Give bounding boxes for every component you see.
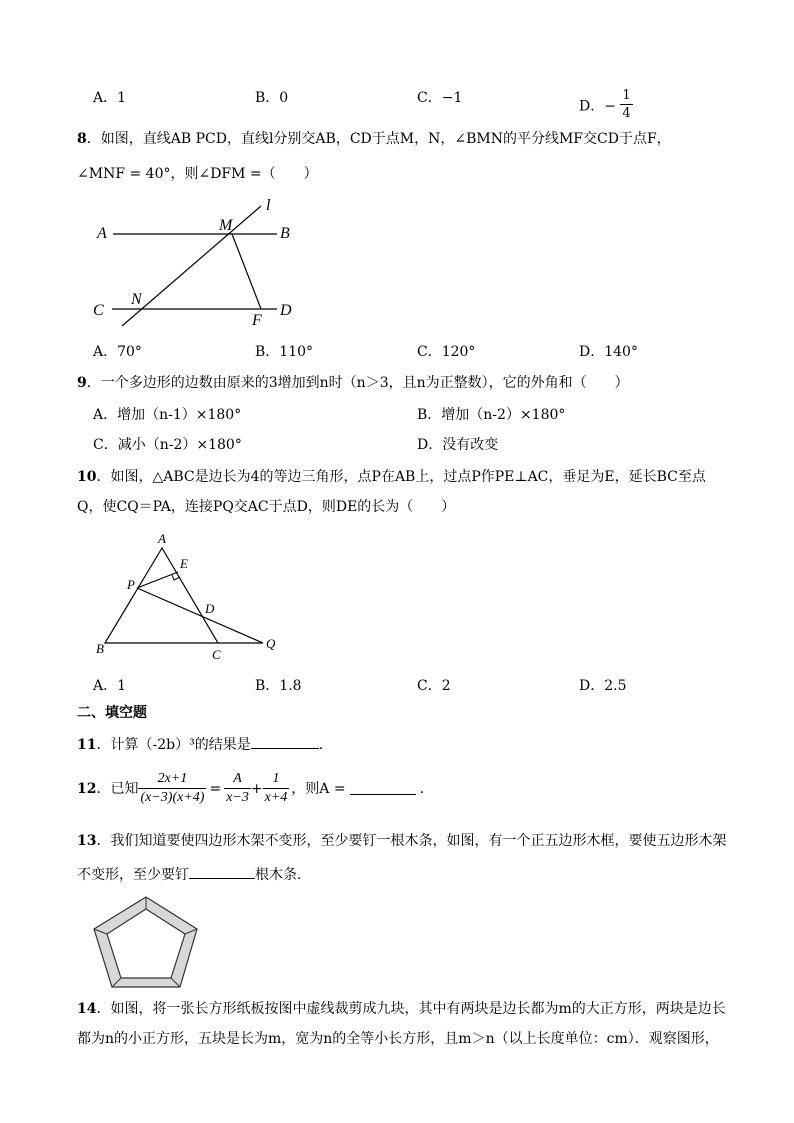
q8-option-b: B．110°: [255, 344, 314, 360]
label-a: A: [97, 225, 107, 242]
q10-option-d: D．2.5: [579, 678, 627, 694]
label-c: C: [93, 302, 104, 319]
q11-period: .: [318, 737, 324, 753]
q7-option-b: B．0: [255, 90, 289, 106]
question-number: 14: [77, 1001, 97, 1017]
q8-option-c: C．120°: [417, 344, 476, 360]
q10-stem-line2: Q，使CQ＝PA，连接PQ交AC于点D，则DE的长为（ ）: [77, 499, 456, 515]
fraction-numerator: 1: [263, 772, 290, 789]
fraction-denominator: 4: [622, 106, 631, 121]
section-heading: 二、填空题: [77, 705, 147, 721]
q7-option-a: A．1: [93, 90, 127, 106]
label-b: B: [96, 641, 104, 656]
q10-option-c: C．2: [417, 678, 451, 694]
label-l: l: [266, 197, 271, 214]
question-number: 13: [77, 833, 97, 849]
label-a: A: [158, 531, 166, 546]
q10-option-a: A．1: [93, 678, 127, 694]
q13-text-before: 不变形，至少要钉: [77, 867, 189, 883]
label-m: M: [219, 217, 233, 234]
plus-sign: +: [250, 780, 263, 797]
q7-option-d-label: D．−: [579, 98, 616, 115]
q8-text-line1: ．如图，直线AB PCD，直线l分别交AB，CD于点M，N，∠BMN的平分线MF交CD于点F，: [86, 131, 671, 147]
q9-option-b: B．增加（n-2）×180°: [417, 407, 566, 423]
label-n: N: [131, 291, 142, 308]
q14-stem-line2: 都为n的小正方形，五块是长为m，宽为n的全等小长方形，且m＞n（以上长度单位：cm）．观察图形，: [77, 1031, 719, 1047]
q8-option-a: A．70°: [93, 344, 142, 360]
question-number: 8: [77, 131, 87, 147]
q9-option-c: C．减小（n-2）×180°: [93, 437, 242, 453]
label-q: Q: [266, 636, 276, 651]
q7-option-c: C．−1: [417, 90, 463, 106]
label-f: F: [252, 312, 262, 329]
fraction-numerator: 1: [622, 88, 631, 103]
q12-prefix: ．已知: [96, 780, 139, 797]
fraction-denominator: x−3: [226, 790, 249, 805]
label-e: E: [180, 556, 188, 571]
question-number: 9: [77, 375, 87, 391]
q9-option-d: D．没有改变: [417, 437, 499, 453]
fraction-denominator: x+4: [264, 790, 288, 805]
q11-text: ．计算（-2b）³的结果是: [96, 737, 251, 753]
label-p: P: [127, 577, 135, 592]
fraction-numerator: 2x+1: [138, 772, 206, 789]
q12-period: .: [419, 780, 425, 797]
q12-suffix: ，则A =: [291, 780, 346, 797]
label-d: D: [205, 601, 215, 616]
q10-text-line1: ．如图，△ABC是边长为4的等边三角形，点P在AB上，过点P作PE⊥AC，垂足为E，延长BC至点: [96, 469, 706, 485]
fraction-numerator: A: [224, 772, 251, 789]
q8-option-d: D．140°: [579, 344, 638, 360]
question-number: 10: [77, 469, 97, 485]
question-number: 11: [77, 737, 97, 753]
q9-text: ．一个多边形的边数由原来的3增加到n时（n＞3，且n为正整数），它的外角和（ ）: [86, 375, 629, 391]
q14-stem-line1: [77, 1002, 726, 1016]
fraction-denominator: (x−3)(x+4): [140, 790, 205, 805]
q9-option-a: A．增加（n-1）×180°: [93, 407, 242, 423]
q13-text-line1: ．我们知道要使四边形木架不变形，至少要钉一根木条，如图，有一个正五边形木框，要使五边形木架: [96, 833, 727, 849]
label-b: B: [280, 225, 290, 242]
question-number: 12: [77, 780, 97, 797]
label-c: C: [212, 647, 221, 662]
q8-stem-line2: ∠MNF = 40°，则∠DFM =（ ）: [77, 166, 318, 182]
label-d: D: [280, 302, 292, 319]
q13-text-after: 根木条．: [255, 867, 311, 883]
q10-option-b: B．1.8: [255, 678, 302, 694]
equals-sign: =: [209, 780, 222, 797]
q14-text-line1: ．如图，将一张长方形纸板按图中虚线裁剪成九块，其中有两块是边长都为m的大正方形，两块是边长: [96, 1001, 726, 1017]
